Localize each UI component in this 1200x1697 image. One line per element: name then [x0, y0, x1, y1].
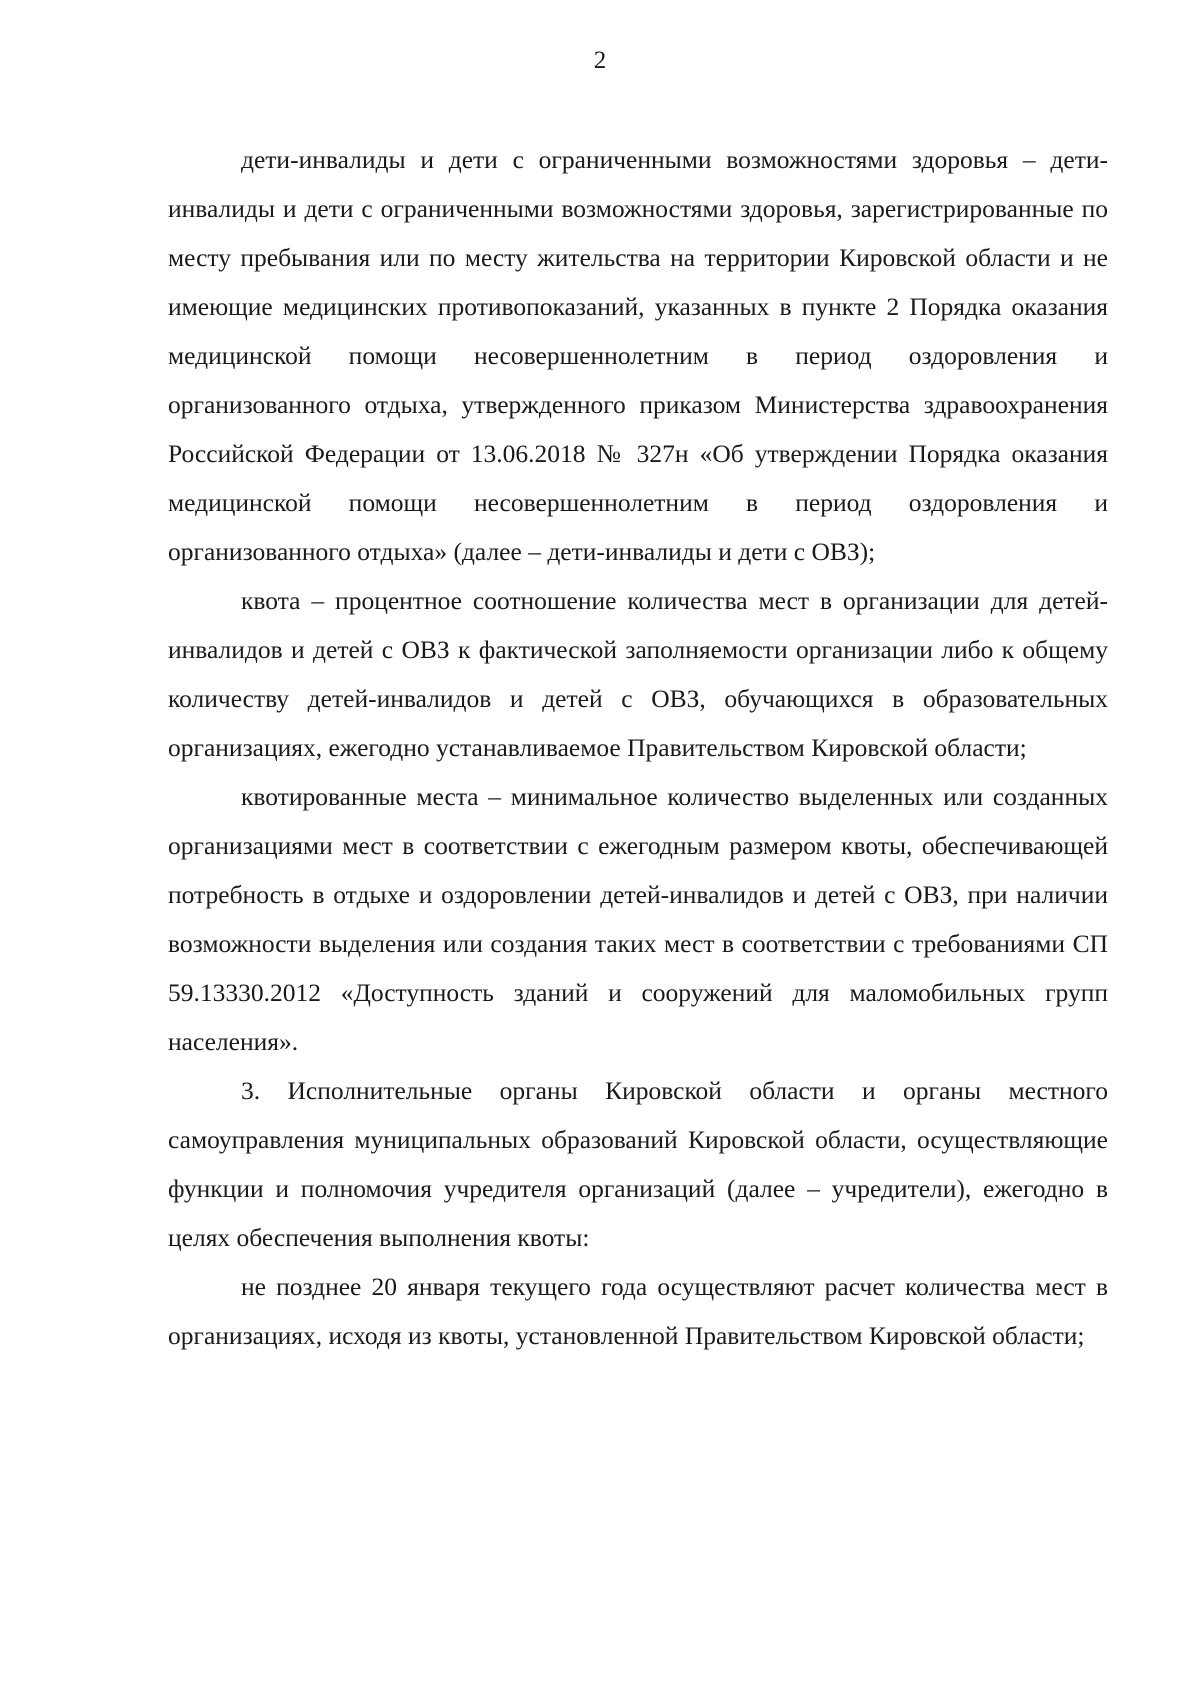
paragraph-definition-quota: квота – процентное соотношение количества мест в организации для детей-инвалидов и детей с ОВЗ к фактической заполняемости организации либо к общему количеству детей-инвалидов и детей с ОВЗ, обучающихся в образовательных организациях, ежегодно устанавливаемое Правительством Кировской области; — [168, 586, 1108, 762]
paragraph-definition-children: дети-инвалиды и дети с ограниченными возможностями здоровья – дети-инвалиды и дети с ограниченными возможностями здоровья, зарегистрированные по месту пребывания или по месту жительства на территории Кировской области и не имеющие медицинских противопоказаний, указанных в пункте 2 Порядка оказания медицинской помощи несовершеннолетним в период оздоровления и организованного отдыха, утвержденного приказом Министерства здравоохранения Российской Федерации от 13.06.2018 № 327н «Об утверждении Порядка оказания медицинской помощи несовершеннолетним в период оздоровления и организованного отдыха» (далее – дети-инвалиды и дети с ОВЗ); — [168, 145, 1108, 566]
page-number: 2 — [593, 47, 607, 74]
paragraph-deadline: не позднее 20 января текущего года осуществляют расчет количества мест в организациях, исходя из квоты, установленной Правительством Кировской области; — [168, 1272, 1108, 1350]
paragraph-section-3: 3. Исполнительные органы Кировской области и органы местного самоуправления муниципальных образований Кировской области, осуществляющие функции и полномочия учредителя организаций (далее – учредители), ежегодно в целях обеспечения выполнения квоты: — [168, 1076, 1108, 1252]
paragraph-definition-quota-places: квотированные места – минимальное количество выделенных или созданных организациями мест в соответствии с ежегодным размером квоты, обеспечивающей потребность в отдыхе и оздоровлении детей-инвалидов и детей с ОВЗ, при наличии возможности выделения или создания таких мест в соответствии с требованиями СП 59.13330.2012 «Доступность зданий и сооружений для маломобильных групп населения». — [168, 782, 1108, 1056]
document-body — [168, 135, 1108, 1360]
